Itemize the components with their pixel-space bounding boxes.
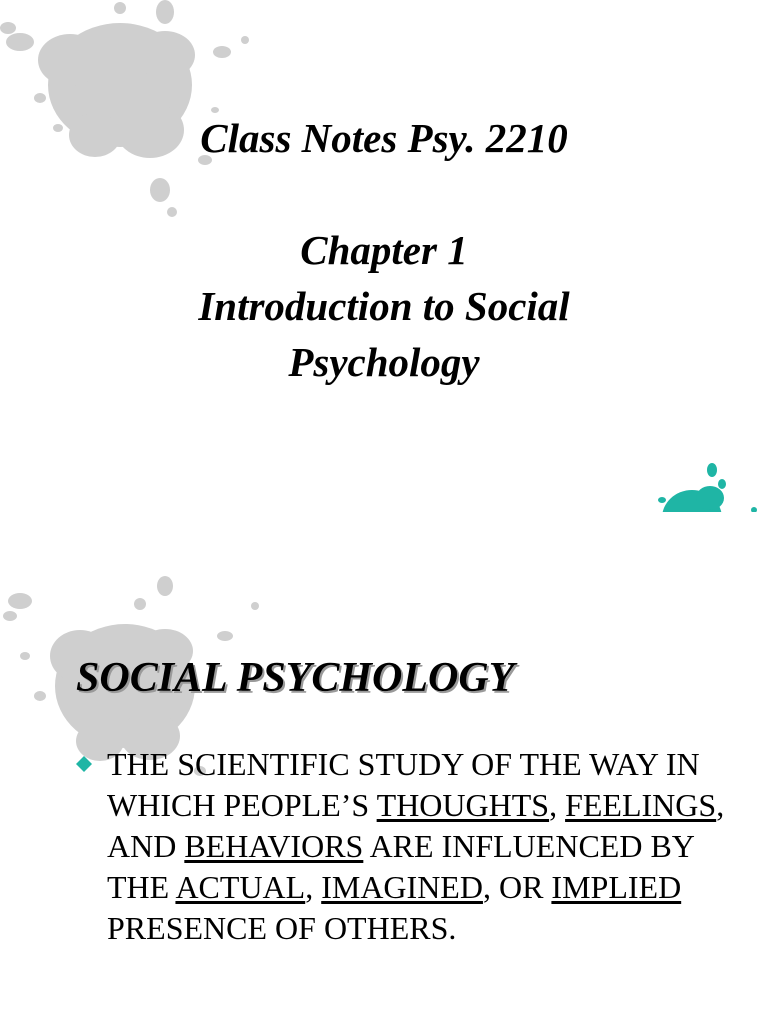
underlined-term-imagined: IMAGINED bbox=[321, 869, 483, 905]
text-segment: , bbox=[305, 869, 322, 905]
underlined-term-implied: IMPLIED bbox=[551, 869, 682, 905]
underlined-term-feelings: FEELINGS bbox=[565, 787, 717, 823]
chapter-name-line1: Introduction to Social bbox=[198, 283, 570, 329]
underlined-term-behaviors: BEHAVIORS bbox=[184, 828, 364, 864]
chapter-number: Chapter 1 bbox=[300, 227, 468, 273]
definition-text bbox=[107, 744, 736, 949]
text-segment: THE SCIENTIFIC STUDY OF THE WAY IN WHICH PEOPLE’S bbox=[107, 746, 700, 823]
diamond-bullet-icon bbox=[76, 756, 92, 772]
slide-title bbox=[0, 110, 768, 166]
text-segment: ARE INFLUENCED BY THE bbox=[107, 828, 694, 905]
chapter-title bbox=[0, 222, 768, 390]
course-title: Class Notes Psy. 2210 bbox=[200, 115, 568, 161]
definition-bullet bbox=[76, 744, 736, 949]
underlined-term-thoughts: THOUGHTS bbox=[376, 787, 550, 823]
teal-paint-splat-decoration bbox=[622, 460, 768, 512]
underlined-term-actual: ACTUAL bbox=[175, 869, 306, 905]
text-segment: PRESENCE OF OTHERS. bbox=[107, 910, 457, 946]
chapter-name-line2: Psychology bbox=[288, 339, 480, 385]
content-slide bbox=[0, 576, 768, 1024]
text-segment: , AND bbox=[107, 787, 725, 864]
slide-heading: SOCIAL PSYCHOLOGY bbox=[76, 655, 515, 701]
text-segment: , OR bbox=[482, 869, 552, 905]
text-segment: , bbox=[549, 787, 566, 823]
